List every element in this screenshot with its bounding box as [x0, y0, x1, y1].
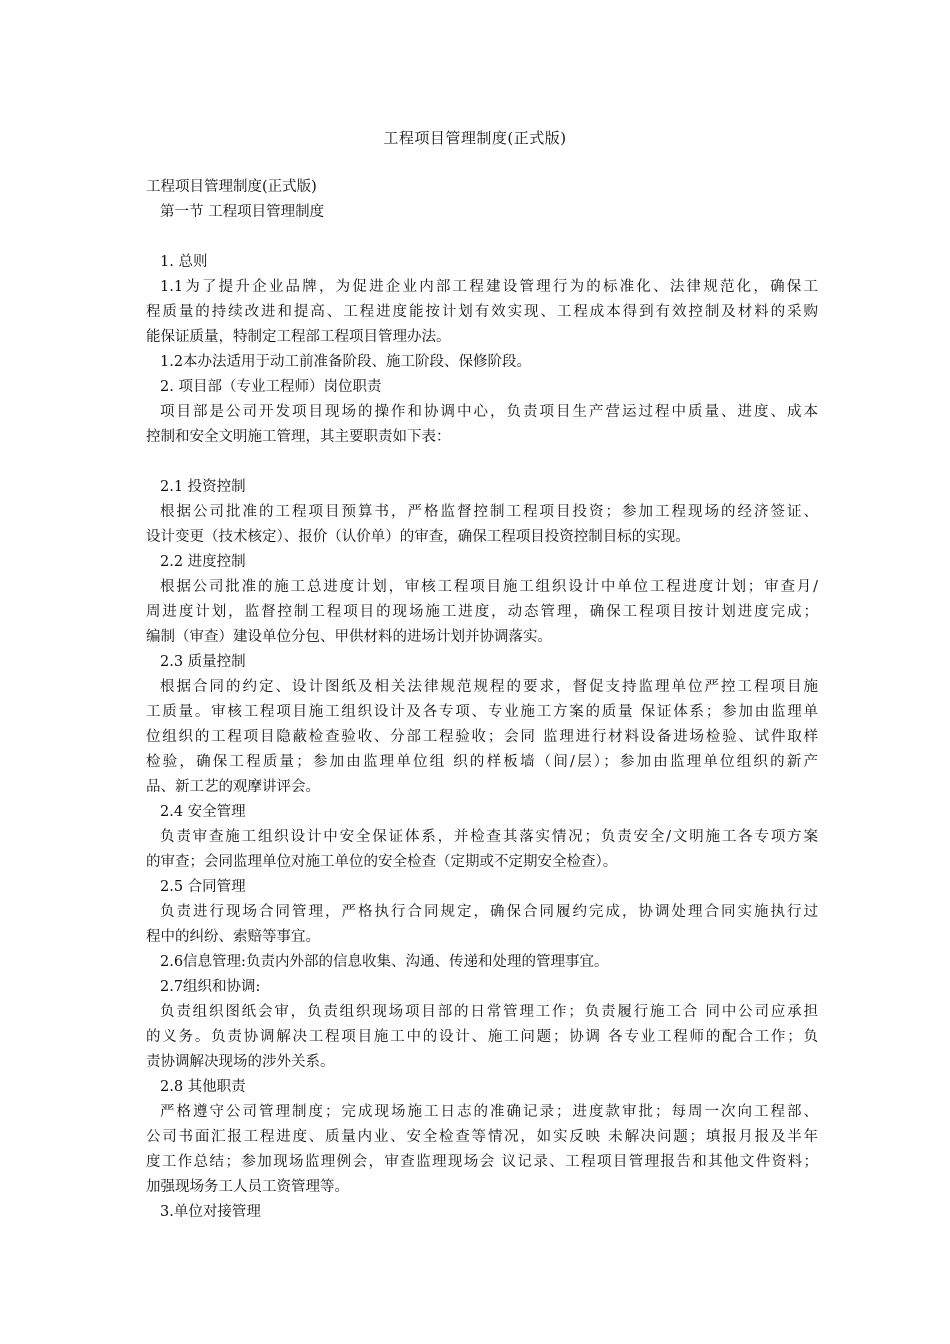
- blank-line: [146, 225, 818, 250]
- subsection-heading: 2.1 投资控制: [160, 479, 246, 495]
- paragraph-line: 负责审查施工组织设计中安全保证体系，并检查其落实情况；负责安全/文明施工各专项方案: [160, 829, 818, 845]
- paragraph-line: 的义务。负责协调解决工程项目施工中的设计、施工问题；协调 各专业工程师的配合工作；负: [146, 1029, 818, 1045]
- blank-line: [146, 450, 818, 475]
- paragraph-line: 程中的纠纷、索赔等事宜。: [146, 929, 320, 945]
- document-body: [146, 175, 818, 1225]
- paragraph-line: 度工作总结；参加现场监理例会，审查监理现场会 议记录、工程项目管理报告和其他文件资料；: [146, 1154, 818, 1170]
- subsection-heading: 2.4 安全管理: [160, 804, 246, 820]
- paragraph-line: 的审查；会同监理单位对施工单位的安全检查（定期或不定期安全检查）。: [146, 854, 618, 870]
- subsection-heading: 2.2 进度控制: [160, 554, 246, 570]
- paragraph-line: 根据合同的约定、设计图纸及相关法律规范规程的要求，督促支持监理单位严控工程项目施: [160, 679, 818, 695]
- paragraph-line: 工质量。审核工程项目施工组织设计及各专项、专业施工方案的质量 保证体系；参加由监理单: [146, 704, 818, 720]
- paragraph-line: 检验，确保工程质量；参加由监理单位组 织的样板墙（间/层）；参加由监理单位组织的新产: [146, 754, 818, 770]
- subsection-heading: 2.7组织和协调:: [160, 979, 261, 995]
- paragraph-line: 程质量的持续改进和提高、工程进度能按计划有效实现、工程成本得到有效控制及材料的采购: [146, 304, 818, 320]
- paragraph-line: 设计变更（技术核定）、报价（认价单）的审查，确保工程项目投资控制目标的实现。: [146, 529, 690, 545]
- paragraph-line: 加强现场务工人员工资管理等。: [146, 1179, 349, 1195]
- body-heading: 工程项目管理制度(正式版): [146, 179, 317, 195]
- paragraph-line: 根据公司批准的施工总进度计划，审核工程项目施工组织设计中单位工程进度计划；审查月/: [160, 579, 818, 595]
- paragraph-line: 编制（审查）建设单位分包、甲供材料的进场计划并协调落实。: [146, 629, 552, 645]
- subsection-heading: 1. 总则: [160, 254, 208, 270]
- paragraph-line: 责协调解决现场的涉外关系。: [146, 1054, 335, 1070]
- paragraph-line: 2.6信息管理:负责内外部的信息收集、沟通、传递和处理的管理事宜。: [160, 954, 609, 970]
- paragraph-line: 项目部是公司开发项目现场的操作和协调中心，负责项目生产营运过程中质量、进度、成本: [160, 404, 818, 420]
- subsection-heading: 2.3 质量控制: [160, 654, 246, 670]
- paragraph-line: 周进度计划，监督控制工程项目的现场施工进度，动态管理，确保工程项目按计划进度完成；: [146, 604, 818, 620]
- subsection-heading: 3.单位对接管理: [160, 1204, 261, 1220]
- paragraph-line: 根据公司批准的工程项目预算书，严格监督控制工程项目投资；参加工程现场的经济签证、: [160, 504, 818, 520]
- paragraph-line: 1.2本办法适用于动工前准备阶段、施工阶段、保修阶段。: [160, 354, 532, 370]
- subsection-heading: 2.8 其他职责: [160, 1079, 246, 1095]
- paragraph-line: 控制和安全文明施工管理，其主要职责如下表：: [146, 429, 451, 445]
- paragraph-line: 品、新工艺的观摩讲评会。: [146, 779, 320, 795]
- paragraph-line: 能保证质量，特制定工程部工程项目管理办法。: [146, 329, 451, 345]
- paragraph-line: 负责组织图纸会审，负责组织现场项目部的日常管理工作；负责履行施工合 同中公司应承担: [160, 1004, 818, 1020]
- paragraph-line: 负责进行现场合同管理，严格执行合同规定，确保合同履约完成，协调处理合同实施执行过: [160, 904, 818, 920]
- subsection-heading: 2.5 合同管理: [160, 879, 246, 895]
- paragraph-line: 公司书面汇报工程进度、质量内业、安全检查等情况，如实反映 未解决问题；填报月报及半年: [146, 1129, 818, 1145]
- subsection-heading: 2. 项目部（专业工程师）岗位职责: [160, 379, 382, 395]
- document-title: 工程项目管理制度(正式版): [383, 129, 567, 147]
- paragraph-line: 位组织的工程项目隐蔽检查验收、分部工程验收；会同 监理进行材料设备进场检验、试件取样: [146, 729, 818, 745]
- paragraph-line: 1.1为了提升企业品牌，为促进企业内部工程建设管理行为的标准化、法律规范化，确保工: [160, 279, 818, 295]
- section-heading: 第一节 工程项目管理制度: [160, 204, 325, 220]
- paragraph-line: 严格遵守公司管理制度；完成现场施工日志的准确记录；进度款审批；每周一次向工程部、: [160, 1104, 818, 1120]
